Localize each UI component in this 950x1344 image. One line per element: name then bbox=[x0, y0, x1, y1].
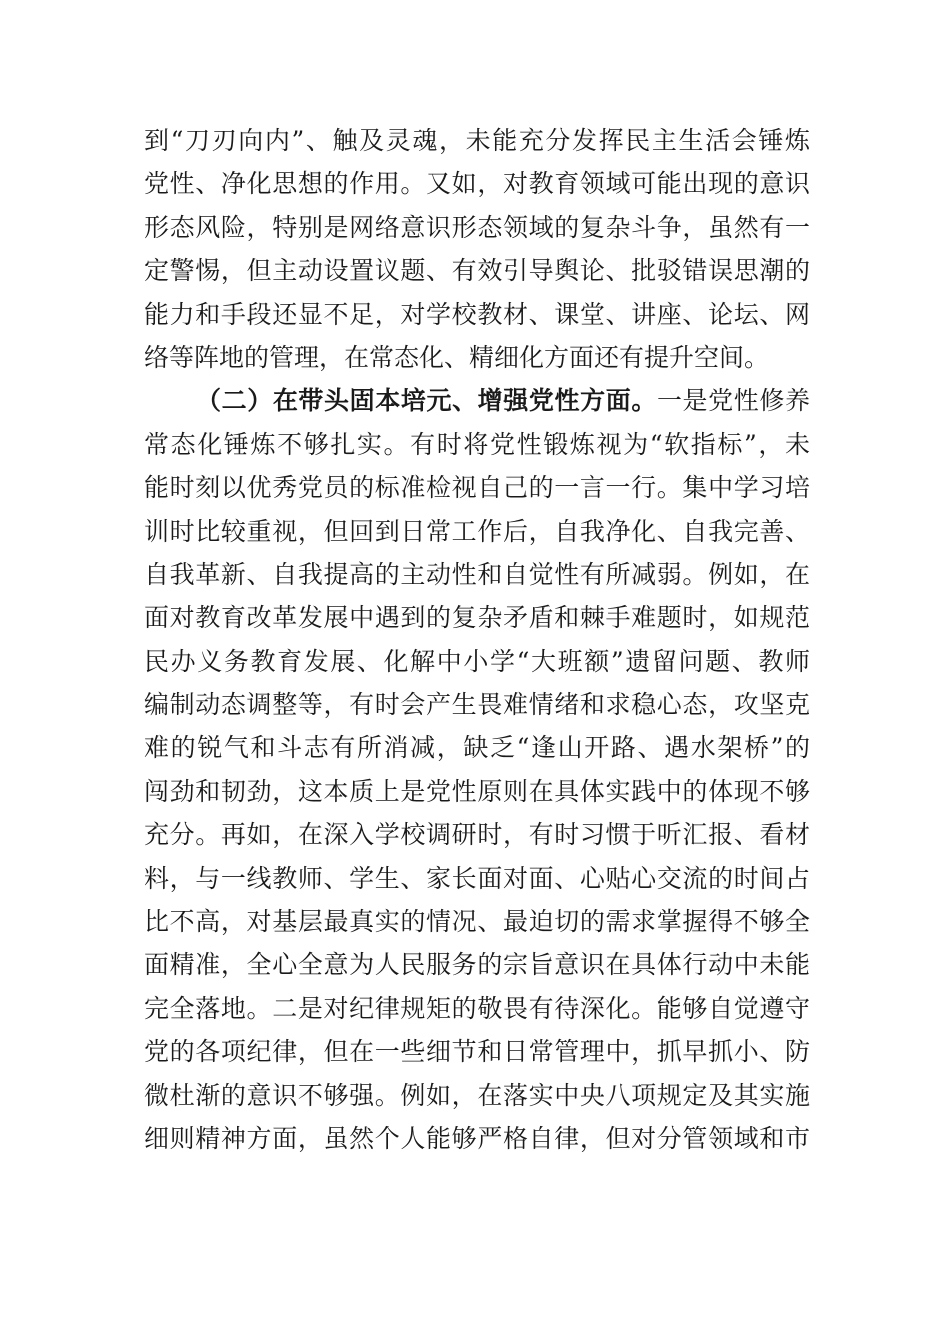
text-line: 党性、净化思想的作用。又如，对教育领域可能出现的意识 bbox=[144, 169, 810, 199]
text-line: 面精准，全心全意为人民服务的宗旨意识在具体行动中未能 bbox=[144, 950, 810, 980]
text-line: 闯劲和韧劲，这本质上是党性原则在具体实践中的体现不够 bbox=[144, 776, 810, 806]
text-line: 定警惕，但主动设置议题、有效引导舆论、批驳错误思潮的 bbox=[144, 256, 810, 286]
text-line: 自我革新、自我提高的主动性和自觉性有所减弱。例如，在 bbox=[144, 559, 810, 589]
text-line: 微杜渐的意识不够强。例如，在落实中央八项规定及其实施 bbox=[144, 1080, 810, 1110]
text-line: 充分。再如，在深入学校调研时，有时习惯于听汇报、看材 bbox=[144, 820, 810, 850]
section-heading-continuation: 一是党性修养 bbox=[656, 386, 810, 416]
text-line: 比不高，对基层最真实的情况、最迫切的需求掌握得不够全 bbox=[144, 907, 810, 937]
body-text bbox=[144, 119, 810, 1160]
section-heading-line bbox=[144, 379, 810, 422]
text-line: 训时比较重视，但回到日常工作后，自我净化、自我完善、 bbox=[144, 516, 810, 546]
text-line: 完全落地。二是对纪律规矩的敬畏有待深化。能够自觉遵守 bbox=[144, 993, 810, 1023]
text-line: 细则精神方面，虽然个人能够严格自律，但对分管领域和市 bbox=[144, 1123, 810, 1153]
text-line: 能力和手段还显不足，对学校教材、课堂、讲座、论坛、网 bbox=[144, 299, 810, 329]
text-line: 到“刀刃向内”、触及灵魂，未能充分发挥民主生活会锤炼 bbox=[144, 126, 810, 155]
text-line: 能时刻以优秀党员的标准检视自己的一言一行。集中学习培 bbox=[144, 473, 810, 503]
text-line: 常态化锤炼不够扎实。有时将党性锻炼视为“软指标”，未 bbox=[144, 429, 810, 459]
text-line: 形态风险，特别是网络意识形态领域的复杂斗争，虽然有一 bbox=[144, 212, 810, 242]
text-line: 料，与一线教师、学生、家长面对面、心贴心交流的时间占 bbox=[144, 863, 810, 893]
text-line: 络等阵地的管理，在常态化、精细化方面还有提升空间。 bbox=[144, 342, 770, 372]
text-line: 民办义务教育发展、化解中小学“大班额”遗留问题、教师 bbox=[144, 646, 810, 676]
text-line: 党的各项纪律，但在一些细节和日常管理中，抓早抓小、防 bbox=[144, 1037, 810, 1067]
text-line: 编制动态调整等，有时会产生畏难情绪和求稳心态，攻坚克 bbox=[144, 690, 810, 720]
section-heading: （二）在带头固本培元、增强党性方面。 bbox=[196, 386, 657, 416]
text-line: 面对教育改革发展中遇到的复杂矛盾和棘手难题时，如规范 bbox=[144, 603, 810, 633]
text-line: 难的锐气和斗志有所消减，缺乏“逢山开路、遇水架桥”的 bbox=[144, 733, 810, 763]
